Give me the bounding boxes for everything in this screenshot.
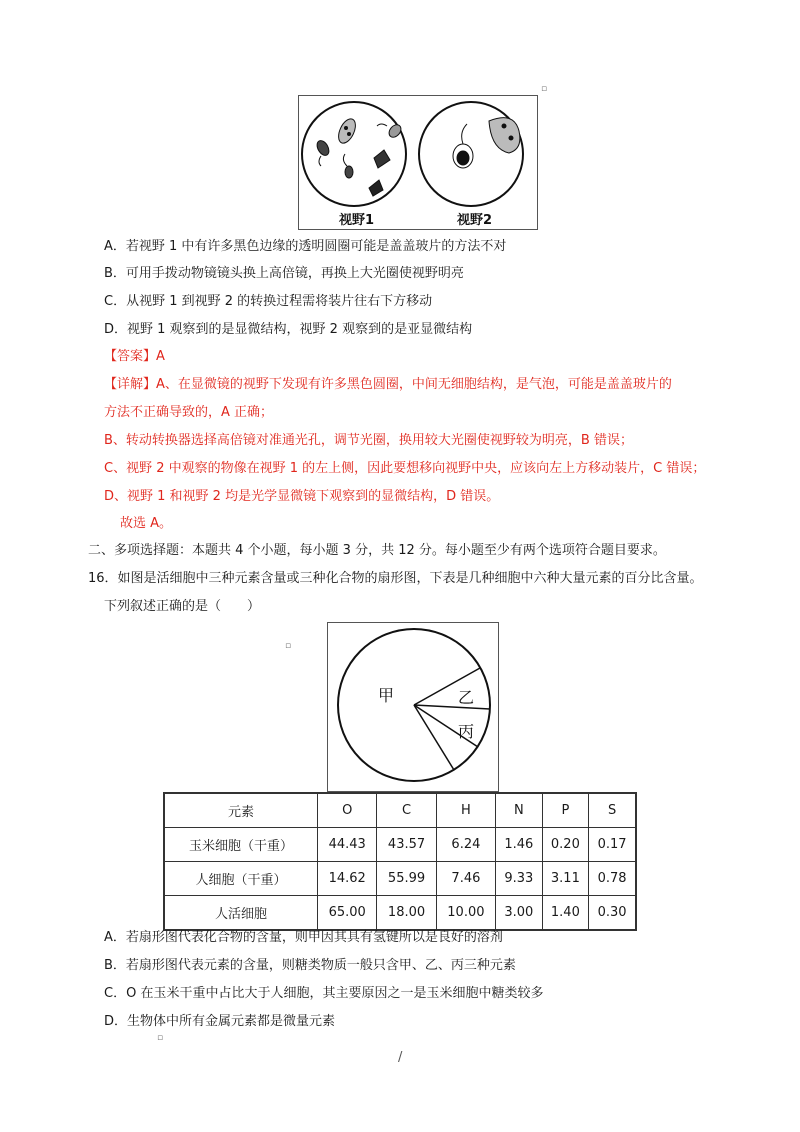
q15-option-b: B．可用手拨动物镜镜头换上高倍镜，再换上大光圈使视野明亮 <box>104 266 464 281</box>
table-cell: 0.20 <box>542 828 589 862</box>
explanation-conclusion: 故选 A。 <box>120 516 173 531</box>
microscope-figure <box>298 95 538 230</box>
table-header-cell: N <box>496 793 543 828</box>
explanation-line-4: C、视野 2 中观察的物像在视野 1 的左上侧，因此要想移向视野中央，应该向左上方移动装片，C 错误； <box>104 461 706 476</box>
table-cell: 玉米细胞（干重） <box>164 828 318 862</box>
pie-label-bing: 丙 <box>458 722 475 741</box>
table-cell: 1.46 <box>496 828 543 862</box>
field-1-cells <box>315 116 404 196</box>
explanation-line-1 <box>104 375 672 395</box>
table-cell: 44.43 <box>318 828 377 862</box>
q16-stem-line-2: 下列叙述正确的是（ ） <box>104 599 261 614</box>
table-header-cell: C <box>377 793 436 828</box>
field-1-label: 视野1 <box>339 213 375 228</box>
q16-option-a: A．若扇形图代表化合物的含量，则甲因其具有氢键所以是良好的溶剂 <box>104 930 503 945</box>
q16-option-b: B．若扇形图代表元素的含量，则糖类物质一般只含甲、乙、丙三种元素 <box>104 958 516 973</box>
explanation-line-5: D、视野 1 和视野 2 均是光学显微镜下观察到的显微结构，D 错误。 <box>104 489 500 504</box>
answer-label: 【答案】 <box>104 349 157 364</box>
table-header-cell: P <box>542 793 589 828</box>
explanation-line-2: 方法不正确导致的，A 正确； <box>104 405 274 420</box>
table-header-cell: O <box>318 793 377 828</box>
table-cell: 7.46 <box>436 862 495 896</box>
field-2-cells <box>453 118 520 168</box>
table-cell: 人活细胞 <box>164 896 318 931</box>
table-cell: 人细胞（干重） <box>164 862 318 896</box>
table-cell: 9.33 <box>496 862 543 896</box>
anchor-marker: ▫ <box>541 84 548 94</box>
table-header-cell: 元素 <box>164 793 318 828</box>
table-cell: 43.57 <box>377 828 436 862</box>
answer-value: A <box>156 349 165 364</box>
q15-option-d: D．视野 1 观察到的是显微结构，视野 2 观察到的是亚显微结构 <box>104 322 473 337</box>
anchor-marker: ▫ <box>285 641 292 651</box>
q15-option-c: C．从视野 1 到视野 2 的转换过程需将装片往右下方移动 <box>104 294 433 309</box>
table-row <box>164 862 636 896</box>
table-row <box>164 896 636 931</box>
table-cell: 1.40 <box>542 896 589 931</box>
table-cell: 3.11 <box>542 862 589 896</box>
explanation-label: 【详解】 <box>104 377 157 392</box>
explanation-line-3: B、转动转换器选择高倍镜对准通光孔，调节光圈，换用较大光圈使视野较为明亮，B 错误； <box>104 433 633 448</box>
table-cell: 14.62 <box>318 862 377 896</box>
pie-chart <box>328 623 498 791</box>
table-cell: 10.00 <box>436 896 495 931</box>
table-header-row <box>164 793 636 828</box>
table-cell: 0.30 <box>589 896 636 931</box>
page-footer: / <box>398 1050 403 1065</box>
table-cell: 0.17 <box>589 828 636 862</box>
table-cell: 0.78 <box>589 862 636 896</box>
anchor-marker: ▫ <box>157 1033 164 1043</box>
section-2-heading: 二、多项选择题：本题共 4 个小题，每小题 3 分，共 12 分。每小题至少有两个选项符合题目要求。 <box>88 543 666 558</box>
table-cell: 3.00 <box>496 896 543 931</box>
field-1-circle <box>302 102 406 206</box>
table-cell: 55.99 <box>377 862 436 896</box>
q16-option-c: C．O 在玉米干重中占比大于人细胞，其主要原因之一是玉米细胞中糖类较多 <box>104 986 544 1001</box>
table-cell: 6.24 <box>436 828 495 862</box>
answer-line <box>104 347 165 367</box>
table-cell: 18.00 <box>377 896 436 931</box>
table-header-cell: S <box>589 793 636 828</box>
q15-option-a: A．若视野 1 中有许多黑色边缘的透明圆圈可能是盖盖玻片的方法不对 <box>104 239 507 254</box>
explanation-text: A、在显微镜的视野下发现有许多黑色圆圈，中间无细胞结构，是气泡，可能是盖盖玻片的 <box>156 377 672 392</box>
element-content-table <box>163 792 637 931</box>
q16-option-d: D．生物体中所有金属元素都是微量元素 <box>104 1014 336 1029</box>
pie-label-yi: 乙 <box>458 688 475 707</box>
field-2-label: 视野2 <box>457 213 493 228</box>
pie-figure <box>327 622 499 792</box>
table-row <box>164 828 636 862</box>
pie-label-jia: 甲 <box>378 686 395 705</box>
q16-stem-line-1: 16．如图是活细胞中三种元素含量或三种化合物的扇形图，下表是几种细胞中六种大量元素的百分比含量。 <box>88 571 703 586</box>
microscope-fields-illustration <box>299 96 537 229</box>
table-cell: 65.00 <box>318 896 377 931</box>
table-header-cell: H <box>436 793 495 828</box>
